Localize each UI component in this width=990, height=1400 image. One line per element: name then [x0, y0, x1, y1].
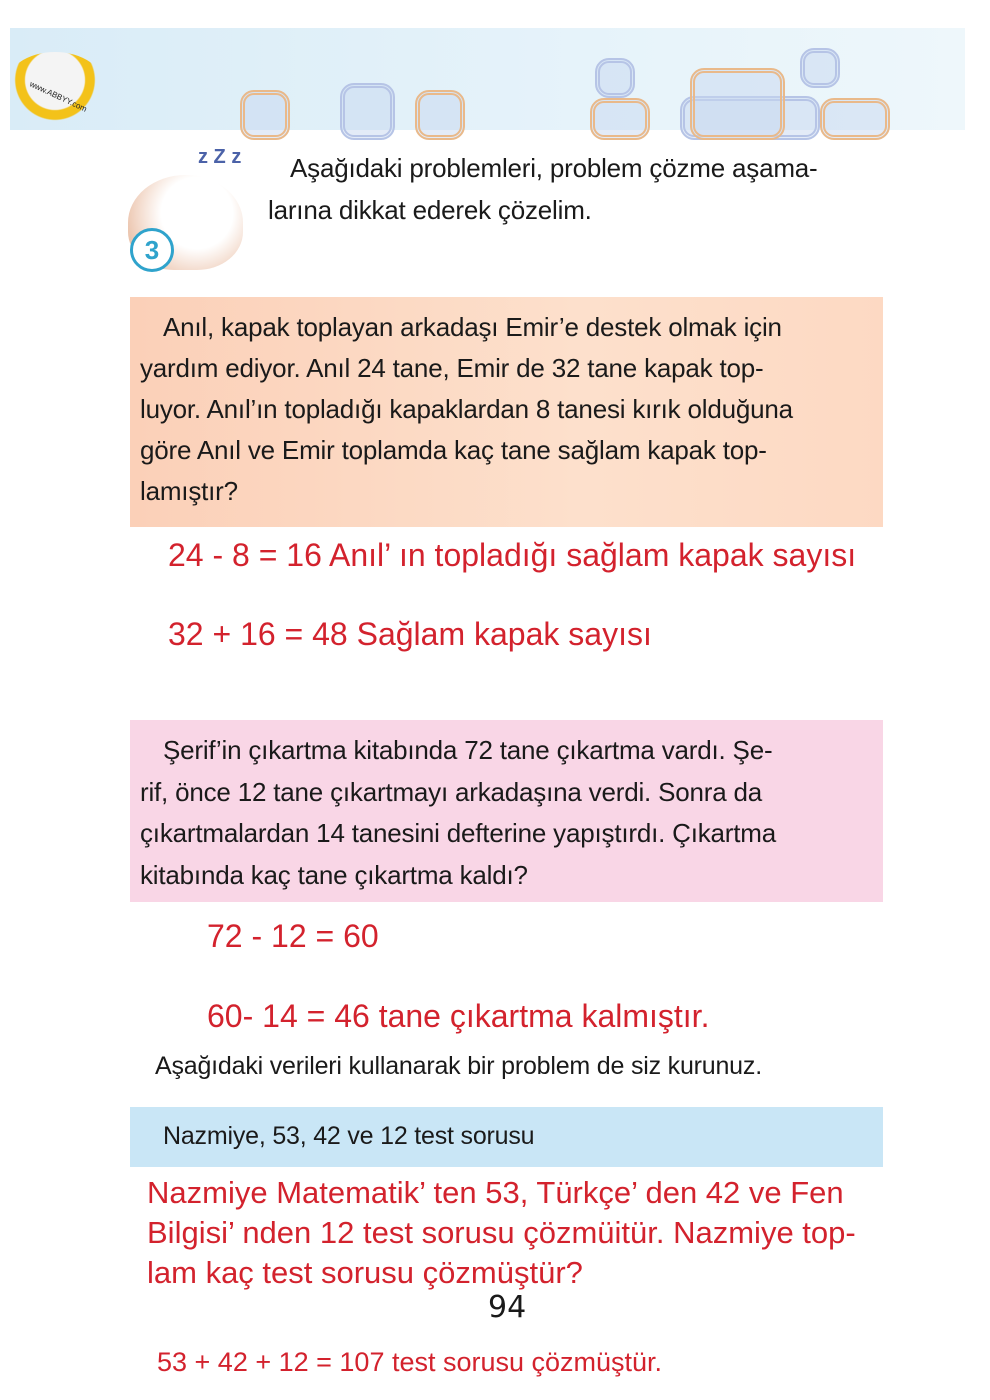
- problem-2-line: çıkartmalardan 14 tanesini defterine yapıştırdı. Çıkartma: [140, 818, 777, 848]
- problem-1-line: yardım ediyor. Anıl 24 tane, Emir de 32 tane kapak top-: [140, 353, 764, 383]
- problem-3-instruction: Aşağıdaki verileri kullanarak bir problem de siz kurunuz.: [155, 1052, 762, 1080]
- problem-2-line: kitabında kaç tane çıkartma kaldı?: [140, 860, 528, 890]
- problem-2-answer: 72 - 12 = 60: [207, 918, 379, 954]
- problem-3-answer-line: Bilgisi’ nden 12 test sorusu çözmüitür. Nazmiye top-: [147, 1215, 856, 1250]
- abbyy-badge-logo: [5, 52, 105, 122]
- problem-number-badge: 3: [130, 228, 174, 272]
- problem-1-answer: 24 - 8 = 16 Anıl’ ın topladığı sağlam kapak sayısı: [168, 537, 857, 573]
- page-number: 94: [488, 1290, 527, 1325]
- badge-text: www.ABBYY.com: [28, 79, 89, 114]
- problem-3-answer-line: lam kaç test sorusu çözmüştür?: [147, 1255, 583, 1290]
- intro-line-2: larına dikkat ederek çözelim.: [268, 195, 592, 225]
- problem-1-answer: 32 + 16 = 48 Sağlam kapak sayısı: [168, 616, 652, 652]
- problem-1-line: luyor. Anıl’ın topladığı kapaklardan 8 tanesi kırık olduğuna: [140, 394, 793, 424]
- intro-line-1: Aşağıdaki problemleri, problem çözme aşama-: [290, 153, 818, 183]
- problem-2-line: rif, önce 12 tane çıkartmayı arkadaşına verdi. Sonra da: [140, 777, 763, 807]
- problem-2-line: Şerif’in çıkartma kitabında 72 tane çıkartma vardı. Şe-: [163, 735, 773, 765]
- problem-1-line: lamıştır?: [140, 476, 238, 506]
- problem-2-answer: 60- 14 = 46 tane çıkartma kalmıştır.: [207, 998, 710, 1034]
- header-banner: [10, 28, 965, 130]
- problem-1-line: Anıl, kapak toplayan arkadaşı Emir’e destek olmak için: [163, 312, 782, 342]
- problem-1-line: göre Anıl ve Emir toplamda kaç tane sağlam kapak top-: [140, 435, 767, 465]
- problem-3-data: Nazmiye, 53, 42 ve 12 test sorusu: [163, 1122, 535, 1150]
- problem-3-solution: 53 + 42 + 12 = 107 test sorusu çözmüştür.: [157, 1347, 663, 1377]
- sleep-z-icon: z Z z: [198, 146, 242, 168]
- problem-3-answer-line: Nazmiye Matematik’ ten 53, Türkçe’ den 42 ve Fen: [147, 1175, 844, 1210]
